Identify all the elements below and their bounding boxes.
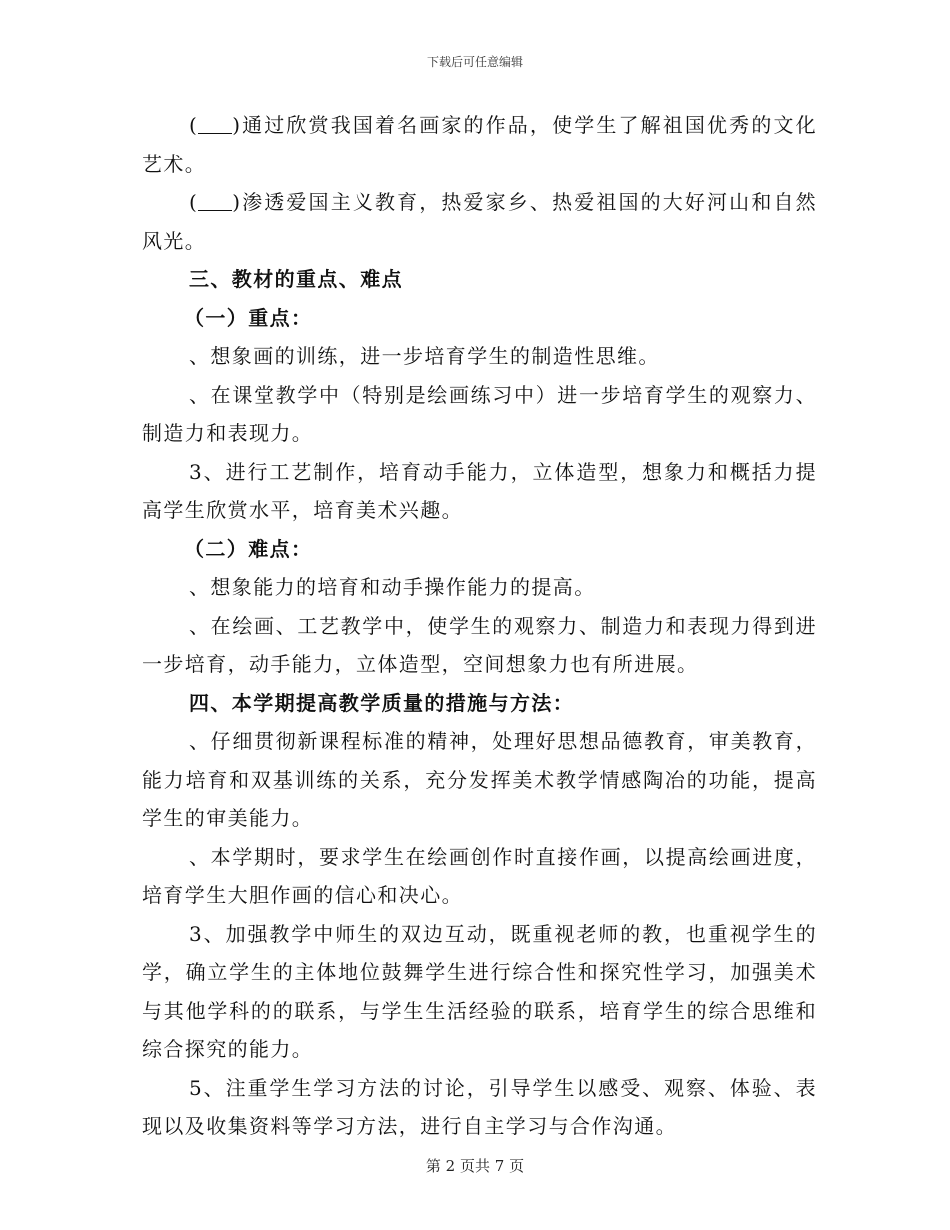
section-heading-3: 三、教材的重点、难点 <box>189 267 403 291</box>
paragraph-key-point-3: 3、进行工艺制作，培育动手能力，立体造型，想象力和概括力提高学生欣赏水平，培育美术兴趣。 <box>142 459 817 522</box>
section-heading-4: 四、本学期提高教学质量的措施与方法： <box>189 690 575 715</box>
paren-open: ( <box>189 113 199 137</box>
paragraph-measure-1: 、仔细贯彻新课程标准的精神，处理好思想品德教育，审美教育，能力培育和双基训练的关系，充分发挥美术教学情感陶冶的功能，提高学生的审美能力。 <box>142 729 817 830</box>
paragraph-difficulty-2: 、在绘画、工艺教学中，使学生的观察力、制造力和表现力得到进一步培育，动手能力，立体造型，空间想象力也有所进展。 <box>142 613 817 676</box>
paragraph-key-point-1: 、想象画的训练，进一步培育学生的制造性思维。 <box>189 344 660 368</box>
paragraph-objective-patriotism <box>142 183 817 260</box>
paragraph-key-point-2: 、在课堂教学中（特别是绘画练习中）进一步培育学生的观察力、制造力和表现力。 <box>142 382 817 445</box>
paragraph-difficulty-1: 、想象能力的培育和动手操作能力的提高。 <box>189 575 596 599</box>
fill-blank <box>198 115 232 134</box>
paren-open: ( <box>189 190 199 214</box>
paragraph-measure-2: 、本学期时，要求学生在绘画创作时直接作画，以提高绘画进度，培育学生大胆作画的信心和决心。 <box>142 844 817 907</box>
paragraph-measure-5: 5、注重学生学习方法的讨论，引导学生以感受、观察、体验、表现以及收集资料等学习方法，进行自主学习与合作沟通。 <box>142 1075 817 1138</box>
paragraph-text: )渗透爱国主义教育，热爱家乡、热爱祖国的大好河山和自然风光。 <box>142 190 817 253</box>
page-header: 下载后可任意编辑 <box>426 55 523 69</box>
paragraph-text: )通过欣赏我国着名画家的作品，使学生了解祖国优秀的文化艺术。 <box>142 113 817 176</box>
paragraph-measure-3: 3、加强教学中师生的双边互动，既重视老师的教，也重视学生的学，确立学生的主体地位鼓舞学生进行综合性和探究性学习，加强美术与其他学科的的联系，与学生生活经验的联系，培育学生的综合思维和综合探究的能力。 <box>142 921 817 1061</box>
subheading-key-points: （一）重点： <box>184 305 313 330</box>
document-body <box>142 106 817 1146</box>
fill-blank <box>198 192 232 211</box>
page-footer: 第 2 页共 7 页 <box>425 1157 525 1175</box>
paragraph-objective-art <box>142 106 817 183</box>
subheading-difficulties: （二）难点： <box>184 536 313 561</box>
